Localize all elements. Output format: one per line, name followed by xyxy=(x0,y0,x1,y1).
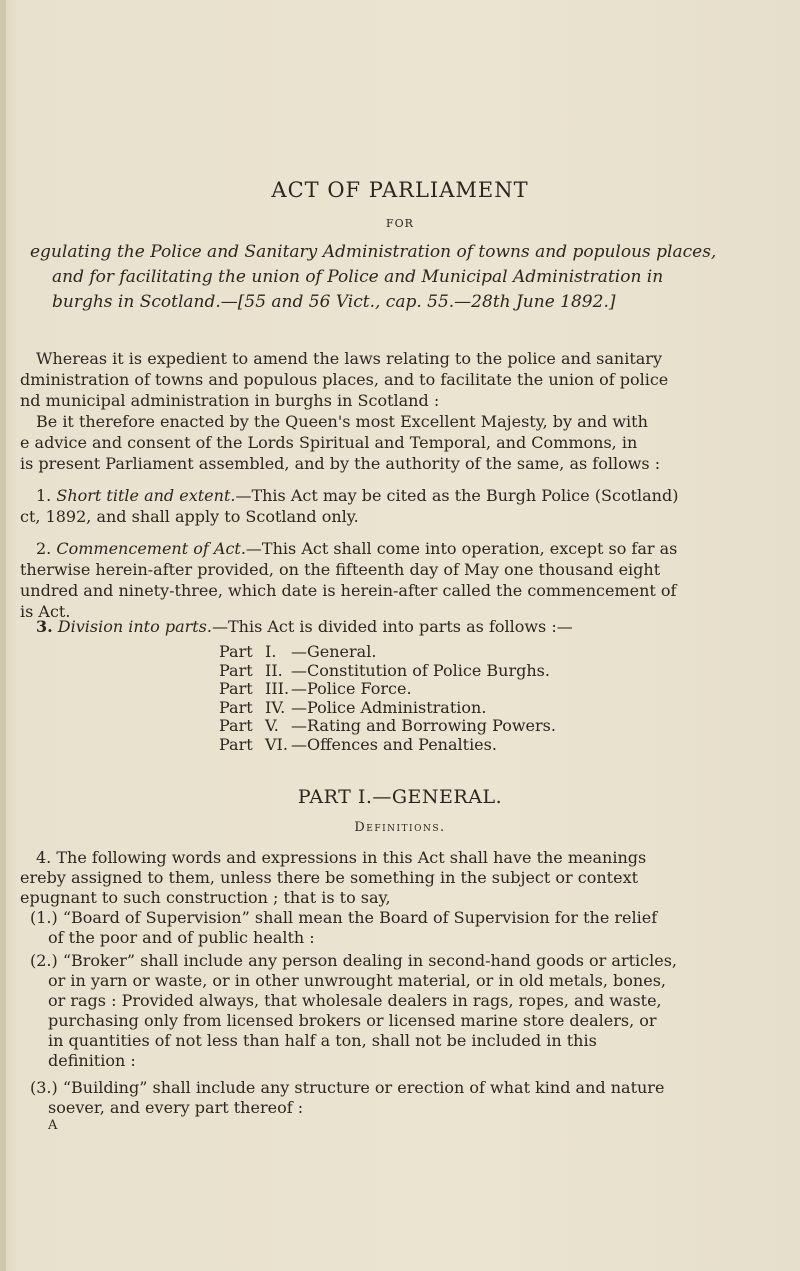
section-text: —This Act is divided into parts as follows :— xyxy=(211,617,573,636)
preamble xyxy=(20,348,772,474)
definition-2 xyxy=(20,951,780,1071)
section-text: —This Act may be cited as the Burgh Police (Scotland) xyxy=(235,486,679,505)
section-number: 3. xyxy=(36,617,53,636)
section-heading: Division into parts. xyxy=(57,617,212,636)
definitions-heading: Definitions. xyxy=(354,820,446,835)
definition-line: in quantities of not less than half a ton, shall not be included in this xyxy=(48,1031,597,1050)
definition-line: of the poor and of public health : xyxy=(48,928,315,947)
section-3-line xyxy=(20,616,772,637)
part-row: Part V. —Rating and Borrowing Powers. xyxy=(219,716,556,735)
preamble-line: Be it therefore enacted by the Queen's most Excellent Majesty, by and with xyxy=(36,412,648,431)
section-4 xyxy=(20,848,780,908)
section-4-line: ereby assigned to them, unless there be something in the subject or context xyxy=(20,868,639,887)
preamble-line: e advice and consent of the Lords Spiritual and Temporal, and Commons, in xyxy=(20,433,638,452)
section-2-line xyxy=(20,538,772,559)
preamble-line: Whereas it is expedient to amend the laws relating to the police and sanitary xyxy=(36,349,662,368)
part-row: Part II. —Constitution of Police Burghs. xyxy=(219,660,550,680)
definition-line: (1.) “Board of Supervision” shall mean the Board of Supervision for the relief xyxy=(30,908,658,927)
preamble-line: is present Parliament assembled, and by the authority of the same, as follows : xyxy=(20,454,661,473)
section-heading: Commencement of Act. xyxy=(56,539,246,558)
section-4-line: epugnant to such construction ; that is to say, xyxy=(20,888,391,907)
part-row: Part III. —Police Force. xyxy=(219,679,412,698)
section-heading: Short title and extent. xyxy=(56,486,236,505)
preamble-line: dministration of towns and populous places, and to facilitate the union of police xyxy=(20,370,669,389)
for-label: FOR xyxy=(386,217,414,230)
preamble-line: nd municipal administration in burghs in Scotland : xyxy=(20,391,440,410)
part-heading: PART I.—GENERAL. xyxy=(297,786,503,808)
part-row: Part IV. —Police Administration. xyxy=(219,697,487,717)
parts-list xyxy=(219,643,556,754)
section-3 xyxy=(20,616,772,637)
definition-line: purchasing only from licensed brokers or licensed marine store dealers, or xyxy=(48,1011,657,1030)
long-title-line: burghs in Scotland.—[55 and 56 Vict., cap. 55.—28th June 1892.] xyxy=(52,292,616,312)
definition-line: definition : xyxy=(48,1051,136,1070)
section-4-line: 4. The following words and expressions in this Act shall have the meanings xyxy=(36,848,647,867)
section-2-line: is Act. xyxy=(20,602,71,621)
long-title-line: and for facilitating the union of Police and Municipal Administration in xyxy=(52,267,664,287)
definition-line: (2.) “Broker” shall include any person dealing in second-hand goods or articles, xyxy=(30,951,677,970)
section-1-line: ct, 1892, and shall apply to Scotland only. xyxy=(20,507,359,526)
definition-1 xyxy=(20,908,780,948)
signature-mark: A xyxy=(48,1118,58,1133)
section-text: —This Act shall come into operation, except so far as xyxy=(245,539,678,558)
act-title: ACT OF PARLIAMENT xyxy=(271,178,529,202)
section-number: 1. xyxy=(36,486,52,505)
definition-line: or in yarn or waste, or in other unwrought material, or in old metals, bones, xyxy=(48,971,666,990)
long-title xyxy=(30,240,770,315)
long-title-line: egulating the Police and Sanitary Administration of towns and populous places, xyxy=(30,242,717,262)
section-2-line: undred and ninety-three, which date is herein-after called the commencement of xyxy=(20,581,677,600)
section-1-line xyxy=(20,485,772,506)
part-row: Part I. —General. xyxy=(219,642,377,661)
section-2-line: therwise herein-after provided, on the fifteenth day of May one thousand eight xyxy=(20,560,661,579)
section-1 xyxy=(20,485,772,527)
section-number: 2. xyxy=(36,539,52,558)
part-row: Part VI. —Offences and Penalties. xyxy=(219,734,497,754)
definition-line: or rags : Provided always, that wholesale dealers in rags, ropes, and waste, xyxy=(48,991,662,1010)
definition-line: (3.) “Building” shall include any structure or erection of what kind and nature xyxy=(30,1078,665,1097)
definition-3 xyxy=(20,1078,780,1118)
section-2 xyxy=(20,538,772,622)
definition-line: soever, and every part thereof : xyxy=(48,1098,304,1117)
